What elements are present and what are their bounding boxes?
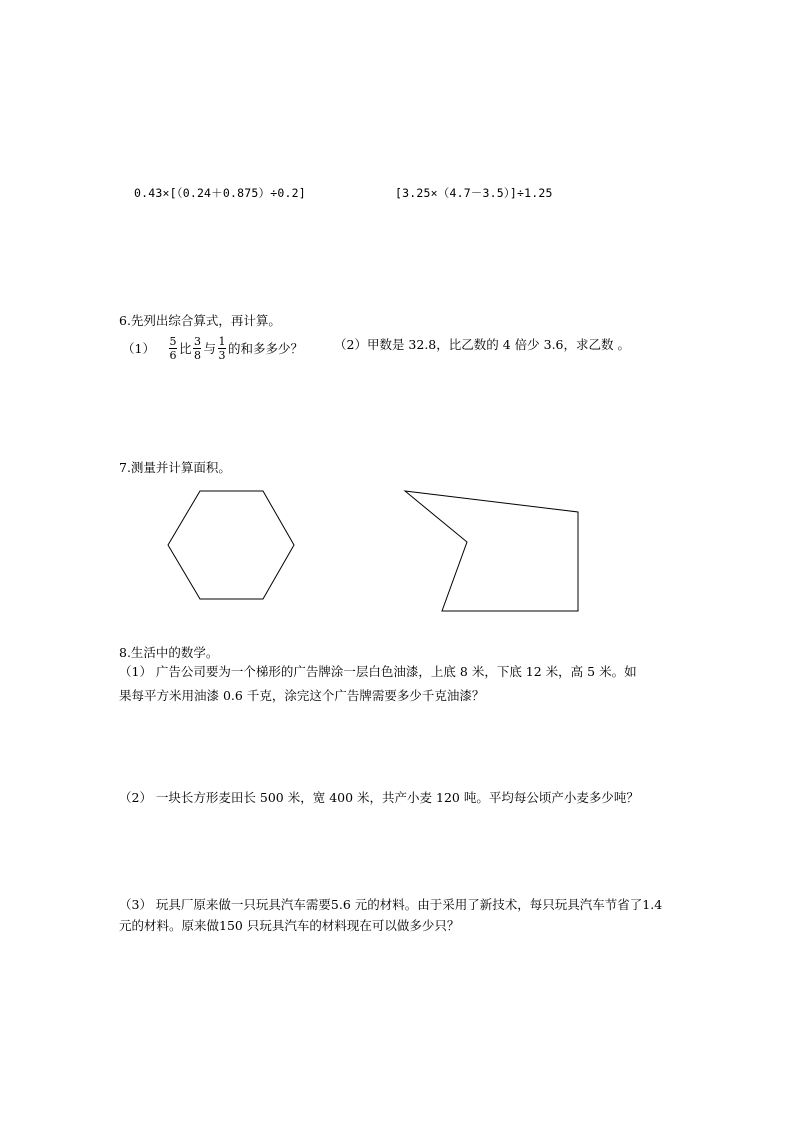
word-yu: 与: [203, 341, 216, 356]
denominator: 8: [193, 348, 201, 362]
question-8-part-3-line-2: 元的材料。原来做150 只玩具汽车的材料现在可以做多少只？: [119, 918, 460, 933]
numerator: 5: [169, 334, 177, 348]
word-bi: 比: [178, 341, 192, 356]
question-8-heading: 8.生活中的数学。: [119, 645, 219, 660]
denominator: 6: [169, 348, 177, 362]
question-6-heading: 6.先列出综合算式，再计算。: [119, 313, 281, 328]
pentagon-figure: [405, 491, 578, 611]
part-1-tail: 的和多多少？: [227, 341, 303, 356]
expression-2: [3.25×（4.7－3.5）]÷1.25: [395, 186, 553, 200]
expression-1: 0.43×[（0.24＋0.875）÷0.2]: [134, 186, 306, 200]
question-8-part-3-line-1: （3） 玩具厂原来做一只玩具汽车需要5.6 元的材料。由于采用了新技术，每只玩具汽车节省了1.4: [119, 897, 663, 912]
denominator: 3: [218, 348, 226, 362]
numerator: 3: [193, 334, 201, 348]
question-8-part-1-line-1: （1） 广告公司要为一个梯形的广告牌涂一层白色油漆，上底 8 米，下底 12 米，高 5 米。如: [119, 664, 637, 679]
question-8-part-2: （2） 一块长方形麦田长 500 米，宽 400 米，共产小麦 120 吨。平均每公顷产小麦多少吨？: [119, 790, 639, 805]
question-6-part-2: （2）甲数是 32.8，比乙数的 4 倍少 3.6，求乙数 。: [334, 337, 630, 352]
question-7-heading: 7.测量并计算面积。: [119, 460, 231, 475]
hexagon-figure: [168, 491, 294, 599]
question-8-part-1-line-2: 果每平方米用油漆 0.6 千克，涂完这个广告牌需要多少千克油漆？: [119, 688, 485, 703]
numerator: 1: [218, 334, 226, 348]
part-1-label: （1）: [122, 341, 155, 356]
